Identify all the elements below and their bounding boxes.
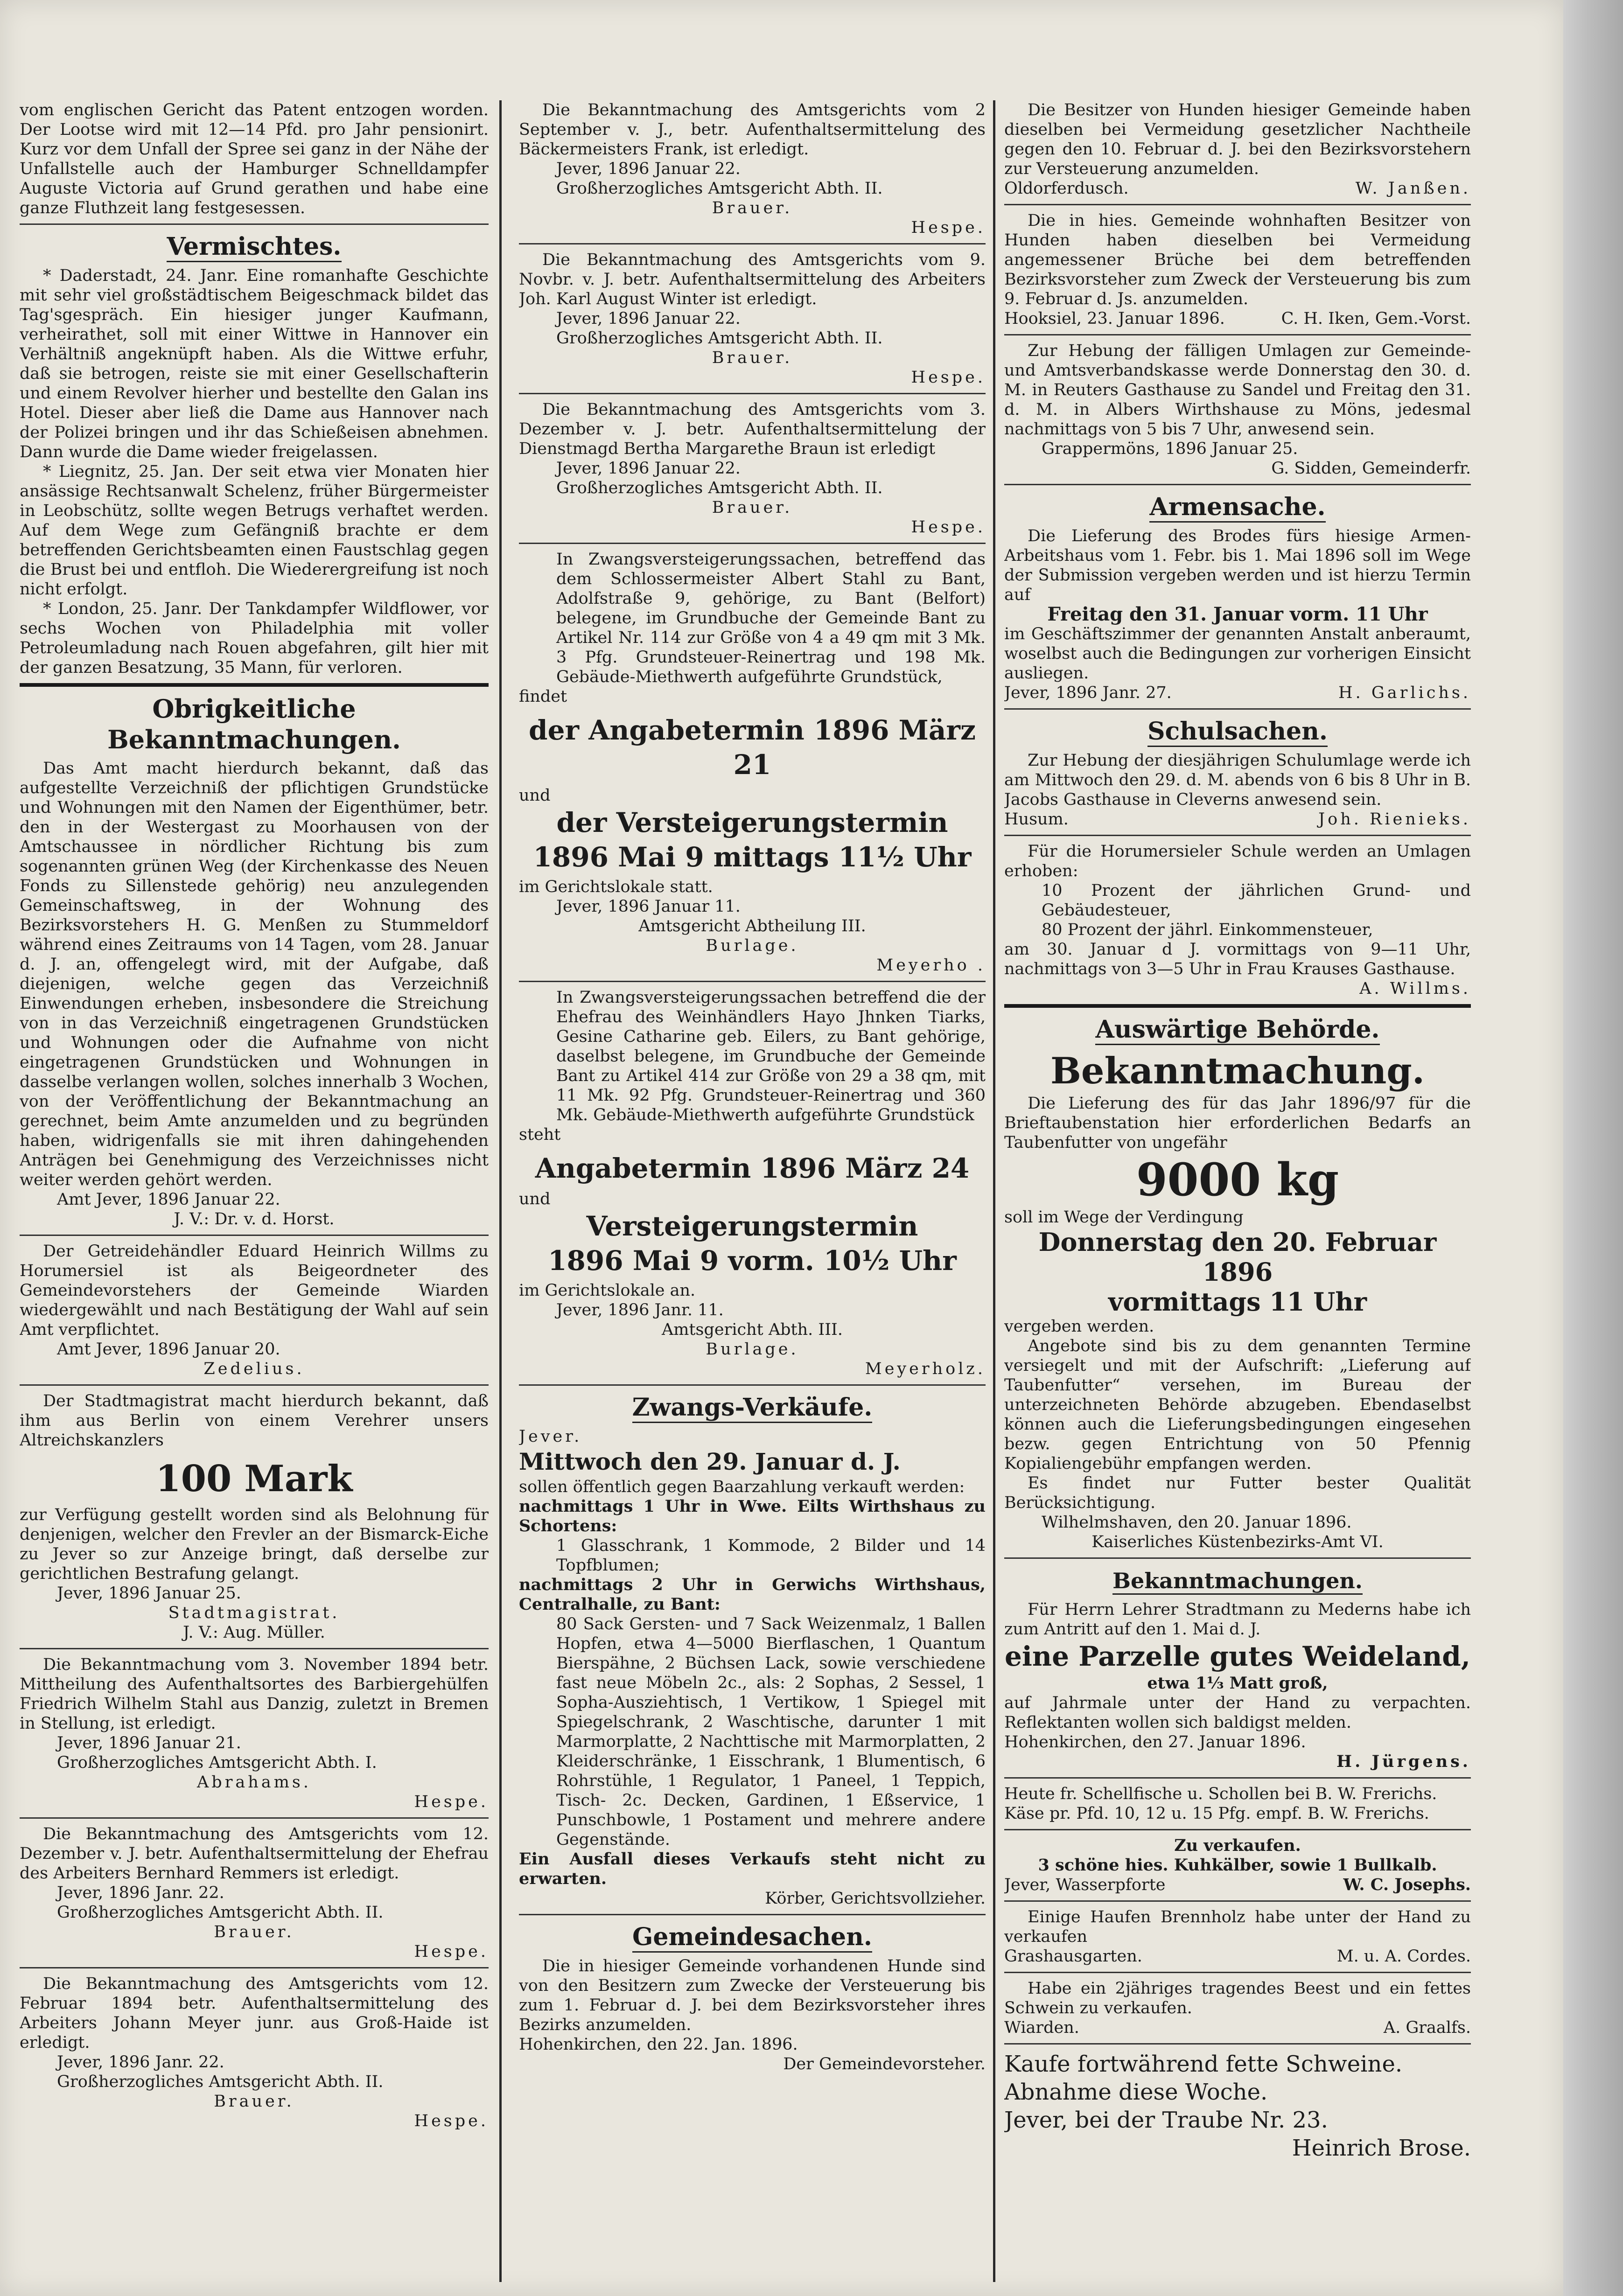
ad-text: Habe ein 2jähriges tragendes Beest und ein fettes Schwein zu verkaufen. [1004, 1979, 1471, 2017]
signature-line: Grashausgarten. M. u. A. Cordes. [1004, 1947, 1471, 1966]
signature-line: Amtsgericht Abth. III. [661, 1320, 843, 1339]
notice-text: Freitag den 31. Januar vorm. 11 Uhr [1047, 603, 1428, 625]
signature-line: Stadtmagistrat. [168, 1604, 340, 1622]
auction-headline: Versteigerungstermin [586, 1210, 918, 1242]
signature-line: Hespe. [414, 1793, 489, 1811]
section-heading: Gemeindesachen. [519, 1922, 986, 1953]
signature-line: Jever, 1896 Janr. 11. [556, 1301, 724, 1319]
signature-line: Jever, 1896 Janr. 22. [57, 1884, 224, 1902]
divider [519, 1384, 986, 1386]
column-middle [519, 100, 986, 2277]
ad-heading: Zu verkaufen. [1174, 1836, 1301, 1855]
signature-line: Großherzogliches Amtsgericht Abth. II. [556, 329, 883, 348]
signature-line: Hespe. [911, 518, 986, 537]
section-heading: Bekanntmachungen. [1004, 1565, 1471, 1596]
signature-line: Großherzogliches Amtsgericht Abth. II. [556, 479, 883, 497]
signature-line: Der Gemeindevorsteher. [783, 2055, 986, 2073]
divider [1004, 1004, 1471, 1008]
signature-line: Jever, Wasserpforte W. C. Josephs. [1004, 1875, 1471, 1894]
signature-line: Jever, 1896 Januar 22. [556, 459, 741, 478]
article-text: vom englischen Gericht das Patent entzogen worden. Der Lootse wird mit 12—14 Pfd. pro Jahr pensionirt. Kurz vor dem Unfall der Spree sei ganz in der Nähe der Unfallstelle auch der Hamburger Schnelldampfer Auguste Victoria auf Grund gerathen und habe eine ganze Fluthzeit lang festgesessen. [20, 101, 489, 217]
signature-line: Wilhelmshaven, den 20. Januar 1896. [1042, 1513, 1352, 1532]
divider [20, 223, 489, 225]
notice-text: Der Getreidehändler Eduard Heinrich Willms zu Horumersiel ist als Beigeordneter des Gemeindevorstehers der Gemeinde Wiarden wiedergewählt und nach Bestätigung der Wahl auf sein Amt verpflichtet. [20, 1242, 489, 1339]
divider [519, 1914, 986, 1915]
notice-text: Für die Horumersieler Schule werden an Umlagen erhoben: [1004, 842, 1471, 880]
headline-amount: 9000 kg [1136, 1153, 1339, 1206]
signature-line: J. V.: Dr. v. d. Horst. [174, 1210, 335, 1228]
notice-text: Es findet nur Futter bester Qualität Berücksichtigung. [1004, 1474, 1471, 1512]
section-heading: Vermischtes. [20, 231, 489, 262]
divider [20, 1967, 489, 1968]
signature-line: Wiarden. A. Graalfs. [1004, 2018, 1471, 2037]
auction-headline: der Versteigerungstermin [556, 807, 948, 838]
signature-line: Oldorferdusch. W. Janßen. [1004, 179, 1471, 198]
section-heading: Obrigkeitliche Bekanntmachungen. [107, 694, 401, 754]
notice-text: 10 Prozent der jährlichen Grund- und Gebäudesteuer, [1042, 881, 1471, 920]
signature-line: Husum. Joh. Rienieks. [1004, 810, 1471, 829]
divider [1004, 1900, 1471, 1902]
divider [519, 981, 986, 982]
signature-line: Kaiserliches Küstenbezirks-Amt VI. [1091, 1533, 1384, 1551]
ad-headline: eine Parzelle gutes Weideland, [1005, 1640, 1470, 1672]
section-heading: Armensache. [1004, 492, 1471, 523]
notice-text: Die in hies. Gemeinde wohnhaften Besitzer von Hunden haben dieselben bei Vermeidung angemessener Brüche bei dem betreffenden Bezirksvorsteher zum Zweck der Versteuerung bis zum 9. Februar d. Js. anzumelden. [1004, 211, 1471, 308]
headline-bekanntmachung: Bekanntmachung. [1050, 1050, 1425, 1092]
auction-date: Mittwoch den 29. Januar d. J. [519, 1448, 901, 1475]
auction-headline: Angabetermin 1896 März 24 [535, 1152, 970, 1184]
notice-text: 1 Glasschrank, 1 Kommode, 2 Bilder und 14 Topfblumen; [556, 1536, 986, 1575]
ad-text: Abnahme diese Woche. [1004, 2079, 1268, 2105]
signature-line: Jever, 1896 Januar 22. [556, 309, 741, 328]
signature-line: Hespe. [911, 218, 986, 237]
notice-text: Die Bekanntmachung des Amtsgerichts vom 12. Februar 1894 betr. Aufenthaltsermittelung des Arbeiters Johann Meyer junr. aus Groß-Haide ist erledigt. [20, 1975, 489, 2052]
notice-text: und [519, 1190, 551, 1208]
notice-text: Ein Ausfall dieses Verkaufs steht nicht zu erwarten. [519, 1849, 986, 1888]
signature-line: Grappermöns, 1896 Januar 25. [1042, 440, 1298, 458]
notice-text: Die Lieferung des für das Jahr 1896/97 für die Brieftaubenstation hier erforderlichen Bedarfs an Taubenfutter von ungefähr [1004, 1094, 1471, 1152]
divider [1004, 484, 1471, 485]
headline-amount: 100 Mark [155, 1458, 353, 1500]
article-text: * Daderstadt, 24. Janr. Eine romanhafte Geschichte mit sehr viel großstädtischem Beigeschmack bildet das Tag'sgespräch. Ein hiesiger junger Kaufmann, verheirathet, soll mit einer Wittwe in Hannover ein Verhältniß angeknüpft haben. Als die Wittwe erfuhr, daß sie betrogen, reiste sie mit einer Gesellschafterin und einem Revolver hierher und bestellte den Galan ins Hotel. Dieser aber ließ die Dame aus Hannover nach der Polizei bringen und ihr das Schießeisen abnehmen. Dann wurde die Dame wieder freigelassen. [20, 266, 489, 461]
notice-text: auf Jahrmale unter der Hand zu verpachten. Reflektanten wollen sich baldigst melden. [1004, 1694, 1471, 1732]
notice-text: In Zwangsversteigerungssachen betreffend die der Ehefrau des Weinhändlers Hayo Jhnken Tiarks, Gesine Catharine geb. Eilers, zu Bant gehörige, daselbst belegene, im Grundbuche der Gemeinde Bant zu Artikel 414 zur Größe von 29 a 38 qm, mit 11 Mk. 92 Pfg. Grundsteuer-Reinertrag und 360 Mk. Gebäude-Miethwerth aufgeführte Grundstück [556, 988, 986, 1124]
signature-line: Burlage. [706, 1340, 799, 1359]
ad-text: Einige Haufen Brennholz habe unter der Hand zu verkaufen [1004, 1908, 1471, 1946]
section-heading: Schulsachen. [1004, 716, 1471, 747]
signature-line: Hespe. [911, 368, 986, 387]
article-text: * London, 25. Janr. Der Tankdampfer Wildflower, vor sechs Wochen von Philadelphia mit voller Petroleumladung nach Rouen abgefahren, gilt hier mit der ganzen Besatzung, 35 Mann, für verloren. [20, 600, 489, 677]
signature-line: Jever, 1896 Januar 21. [57, 1734, 241, 1752]
column-left [20, 100, 489, 2277]
signature-line: Jever, 1896 Januar 11. [556, 897, 741, 916]
signature-line: Brauer. [712, 199, 793, 217]
divider [20, 1384, 489, 1386]
divider [1004, 1829, 1471, 1830]
notice-text: Die Bekanntmachung des Amtsgerichts vom 3. Dezember v. J. betr. Aufenthaltsermittelung der Dienstmagd Bertha Margarethe Braun ist erledigt [519, 400, 986, 458]
ad-text: Kaufe fortwährend fette Schweine. [1004, 2051, 1403, 2077]
signature-line: Meyerholz. [865, 1360, 986, 1378]
auction-headline: der Angabetermin 1896 März 21 [529, 714, 976, 781]
notice-text: findet [519, 687, 567, 706]
signature-line: Hespe. [414, 2112, 489, 2130]
signature-line: Abrahams. [197, 1773, 311, 1792]
signature-line: Brauer. [214, 2092, 294, 2111]
auction-time: vormittags 11 Uhr [1108, 1287, 1367, 1317]
divider [1004, 835, 1471, 836]
signature-line: Amtsgericht Abtheilung III. [638, 917, 866, 935]
divider [1004, 708, 1471, 710]
ad-signature: Heinrich Brose. [1292, 2135, 1471, 2161]
notice-text: Zur Hebung der fälligen Umlagen zur Gemeinde- und Amtsverbandskasse werde Donnerstag den 30. d. M. in Reuters Gasthause zu Sandel und Freitag den 31. d. M. in Albers Wirthshause zu Möns, jedesmal nachmittags von 5 bis 7 Uhr, anwesend sein. [1004, 342, 1471, 439]
signature-line: Jever, 1896 Januar 25. [57, 1584, 241, 1603]
auction-headline: 1896 Mai 9 vorm. 10½ Uhr [548, 1245, 957, 1277]
signature-line: Körber, Gerichtsvollzieher. [765, 1889, 986, 1908]
notice-text: Die Bekanntmachung des Amtsgerichts vom 9. Novbr. v. J. betr. Aufenthaltsermittelung des Arbeiters Joh. Karl August Winter ist erledigt. [519, 251, 986, 308]
notice-text: 80 Sack Gersten- und 7 Sack Weizenmalz, 1 Ballen Hopfen, etwa 4—5000 Bierflaschen, 1 Quantum Bierspähne, 2 Büchsen Lack, sowie verschiedene fast neue Möbeln 2c., als: 2 Sophas, 2 Sessel, 1 Sopha-Ausziehtisch, 1 Vertikow, 1 Spiegel mit Spiegelschrank, 2 Waschtische, darunter 1 mit Marmorplatte, 2 Nachttische mit Marmorplatten, 2 Kleiderschränke, 1 Eisschrank, 1 Blumentisch, 6 Rohrstühle, 1 Regulator, 1 Paneel, 1 Teppich, Tisch- 2c. Decken, Gardinen, 1 Eßservice, 1 Punschbowle, 1 Postament und mehrere andere Gegenstände. [556, 1615, 986, 1849]
signature-line: Hohenkirchen, den 22. Jan. 1896. [519, 2035, 798, 2054]
notice-text: Die Lieferung des Brodes fürs hiesige Armen-Arbeitshaus vom 1. Febr. bis 1. Mai 1896 soll im Wege der Submission vergeben werden und ist hierzu Termin auf [1004, 527, 1471, 604]
signature-line: Großherzogliches Amtsgericht Abth. II. [556, 179, 883, 198]
signature-line: Hespe. [414, 1942, 489, 1961]
auction-date: Donnerstag den 20. Februar 1896 [1038, 1227, 1437, 1287]
ad-text: Käse pr. Pfd. 10, 12 u. 15 Pfg. empf. B. W. Frerichs. [1004, 1804, 1429, 1823]
signature-line: Großherzogliches Amtsgericht Abth. I. [57, 1753, 377, 1772]
notice-text: Jever. [519, 1427, 582, 1446]
divider [1004, 1777, 1471, 1779]
ad-text: Jever, bei der Traube Nr. 23. [1004, 2107, 1328, 2133]
column-divider [499, 100, 502, 2282]
notice-text: Der Stadtmagistrat macht hierdurch bekannt, daß ihm aus Berlin von einem Verehrer unsers Altreichskanzlers [20, 1392, 489, 1450]
signature-line: J. V.: Aug. Müller. [183, 1623, 325, 1642]
notice-text: vergeben werden. [1004, 1317, 1154, 1336]
signature-line: H. Jürgens. [1336, 1752, 1471, 1771]
notice-text: im Gerichtslokale statt. [519, 878, 713, 896]
notice-text: nachmittags 2 Uhr in Gerwichs Wirthshaus, Centralhalle, zu Bant: [519, 1575, 986, 1614]
notice-text: Die Besitzer von Hunden hiesiger Gemeinde haben dieselben bei Vermeidung gesetzlicher Nachtheile gegen den 10. Februar d. J. bei den Bezirksvorstehern zur Versteuerung anzumelden. [1004, 101, 1471, 178]
ad-text: Heute fr. Schellfische u. Schollen bei B. W. Frerichs. [1004, 1785, 1437, 1803]
notice-text: 80 Prozent der jährl. Einkommensteuer, [1042, 921, 1373, 939]
divider [519, 393, 986, 394]
signature-line: Großherzogliches Amtsgericht Abth. II. [57, 2073, 384, 2091]
notice-text: zur Verfügung gestellt worden sind als Belohnung für denjenigen, welcher den Frevler an der Bismarck-Eiche zu Jever so zur Anzeige bringt, daß derselbe zur gerichtlichen Bestrafung gelangt. [20, 1506, 489, 1583]
signature-line: Jever, 1896 Janr. 27. H. Garlichs. [1004, 684, 1471, 702]
notice-text: Die Bekanntmachung des Amtsgerichts vom 12. Dezember v. J. betr. Aufenthaltsermittelung der Ehefrau des Arbeiters Bernhard Remmers ist erledigt. [20, 1825, 489, 1883]
article-text: * Liegnitz, 25. Jan. Der seit etwa vier Monaten hier ansässige Rechtsanwalt Schelenz, früher Bürgermeister in Leobschütz, sollte wegen Betrugs verhaftet werden. Auf dem Wege zum Gefängniß brachte er dem betreffenden Gerichtsbeamten einen Faustschlag gegen die Brust bei und entfloh. Die Wiederergreifung ist noch nicht erfolgt. [20, 462, 489, 599]
notice-text: etwa 1⅓ Matt groß, [1147, 1674, 1328, 1693]
signature-line: Hooksiel, 23. Januar 1896. C. H. Iken, Gem.-Vorst. [1004, 309, 1471, 328]
signature-line: Brauer. [712, 498, 793, 517]
notice-text: am 30. Januar d J. vormittags von 9—11 Uhr, nachmittags von 3—5 Uhr in Frau Krauses Gasthause. [1004, 940, 1471, 978]
notice-text: Das Amt macht hierdurch bekannt, daß das aufgestellte Verzeichniß der pflichtigen Grundstücke und Wohnungen mit den Namen der Eigenthümer, betr. den in der Westergast zu Moorhausen von der Amtschaussee in nördlicher Richtung bis zum sogenannten grünen Weg (der Kirchenkasse des Neuen Fonds zu Sillenstede gehörig) neu anzulegenden Gemeinschaftsweg, in der Wohnung des Bezirksvorstehers H. G. Menßen zu Stummeldorf während eines Zeitraums von 14 Tagen, vom 28. Januar d. J. an, offengelegt wird, mit der Aufgabe, daß diejenigen, welche gegen das Verzeichniß Einwendungen erheben, insbesondere die Streichung von in das Verzeichniß eingetragenen Grundstücken und Wohnungen oder die Aufnahme von nicht eingetragenen Grundstücken und Wohnungen in dasselbe verlangen wollen, solches innerhalb 3 Wochen, von der Veröffentlichung der Bekanntmachung an gerechnet, beim Amte anzumelden und zu begründen haben, widrigenfalls sie mit ihren dahingehenden Anträgen bei Genehmigung des Verzeichnisses nicht weiter werden gehört werden. [20, 759, 489, 1189]
divider [20, 1235, 489, 1236]
divider [20, 683, 489, 687]
notice-text: steht [519, 1125, 561, 1144]
notice-text: Zur Hebung der diesjährigen Schulumlage werde ich am Mittwoch den 29. d. M. abends von 6 bis 8 Uhr in B. Jacobs Gasthause in Cleverns anwesend sein. [1004, 751, 1471, 809]
signature-line: G. Sidden, Gemeinderfr. [1271, 459, 1471, 478]
divider [1004, 204, 1471, 205]
section-heading: Auswärtige Behörde. [1004, 1014, 1471, 1045]
auction-headline: 1896 Mai 9 mittags 11½ Uhr [533, 841, 972, 873]
section-heading: Zwangs-Verkäufe. [519, 1392, 986, 1423]
divider [1004, 1557, 1471, 1559]
notice-text: Angebote sind bis zu dem genannten Termine versiegelt und mit der Aufschrift: „Lieferung auf Taubenfutter“ versehen, im Bureau der unterzeichneten Behörde abzugeben. Ebendaselbst können auch die Lieferungsbedingungen eingesehen bezw. gegen Entrichtung von 50 Pfennig Kopialiengebühr empfangen werden. [1004, 1337, 1471, 1473]
divider [519, 543, 986, 544]
notice-text: Für Herrn Lehrer Stradtmann zu Mederns habe ich zum Antritt auf den 1. Mai d. J. [1004, 1600, 1471, 1639]
divider [1004, 334, 1471, 335]
notice-text: nachmittags 1 Uhr in Wwe. Eilts Wirthshaus zu Schortens: [519, 1497, 986, 1535]
notice-text: In Zwangsversteigerungssachen, betreffend das dem Schlossermeister Albert Stahl zu Bant, Adolfstraße 9, gehörige, zu Bant (Belfort) belegene, im Grundbuche der Gemeinde Bant zu Artikel Nr. 114 zur Größe von 4 a 49 qm mit 3 Mk. 3 Pfg. Grundsteuer-Reinertrag und 198 Mk. Gebäude-Miethwerth aufgeführte Grundstück, [556, 550, 986, 686]
notice-text: im Geschäftszimmer der genannten Anstalt anberaumt, woselbst auch die Bedingungen zur vorherigen Einsicht ausliegen. [1004, 625, 1471, 683]
column-divider [993, 100, 995, 2282]
signature-line: Hohenkirchen, den 27. Januar 1896. [1004, 1733, 1306, 1752]
divider [20, 1817, 489, 1819]
divider [1004, 2043, 1471, 2045]
notice-text: im Gerichtslokale an. [519, 1281, 696, 1300]
signature-line: Zedelius. [203, 1360, 305, 1378]
signature-line: A. Willms. [1359, 979, 1471, 998]
notice-text: soll im Wege der Verdingung [1004, 1208, 1244, 1227]
notice-text: und [519, 786, 551, 805]
signature-line: Brauer. [712, 349, 793, 367]
page-edge [1563, 0, 1623, 2296]
signature-line: Brauer. [214, 1923, 294, 1941]
signature-line: Großherzogliches Amtsgericht Abth. II. [57, 1903, 384, 1922]
signature-line: Amt Jever, 1896 Januar 20. [57, 1340, 280, 1359]
divider [1004, 1972, 1471, 1973]
signature-line: Jever, 1896 Janr. 22. [57, 2053, 224, 2072]
divider [519, 243, 986, 244]
notice-text: sollen öffentlich gegen Baarzahlung verkauft werden: [519, 1478, 965, 1496]
notice-text: Die in hiesiger Gemeinde vorhandenen Hunde sind von den Besitzern zum Zwecke der Versteuerung bis zum 1. Februar d. J. bei dem Bezirksvorsteher ihres Bezirks anzumelden. [519, 1957, 986, 2034]
signature-line: Burlage. [706, 936, 799, 955]
divider [20, 1648, 489, 1649]
column-right [1004, 100, 1471, 2277]
signature-line: Meyerho . [876, 956, 986, 975]
ad-text: 3 schöne hies. Kuhkälber, sowie 1 Bullkalb. [1038, 1856, 1437, 1875]
notice-text: Die Bekanntmachung des Amtsgerichts vom 2 September v. J., betr. Aufenthaltsermittelung des Bäckermeisters Frank, ist erledigt. [519, 101, 986, 159]
notice-text: Die Bekanntmachung vom 3. November 1894 betr. Mittheilung des Aufenthaltsortes des Barbiergehülfen Friedrich Wilhelm Stahl aus Danzig, zuletzt in Bremen in Stellung, ist erledigt. [20, 1655, 489, 1733]
signature-line: Amt Jever, 1896 Januar 22. [57, 1190, 280, 1209]
signature-line: Jever, 1896 Januar 22. [556, 160, 741, 178]
